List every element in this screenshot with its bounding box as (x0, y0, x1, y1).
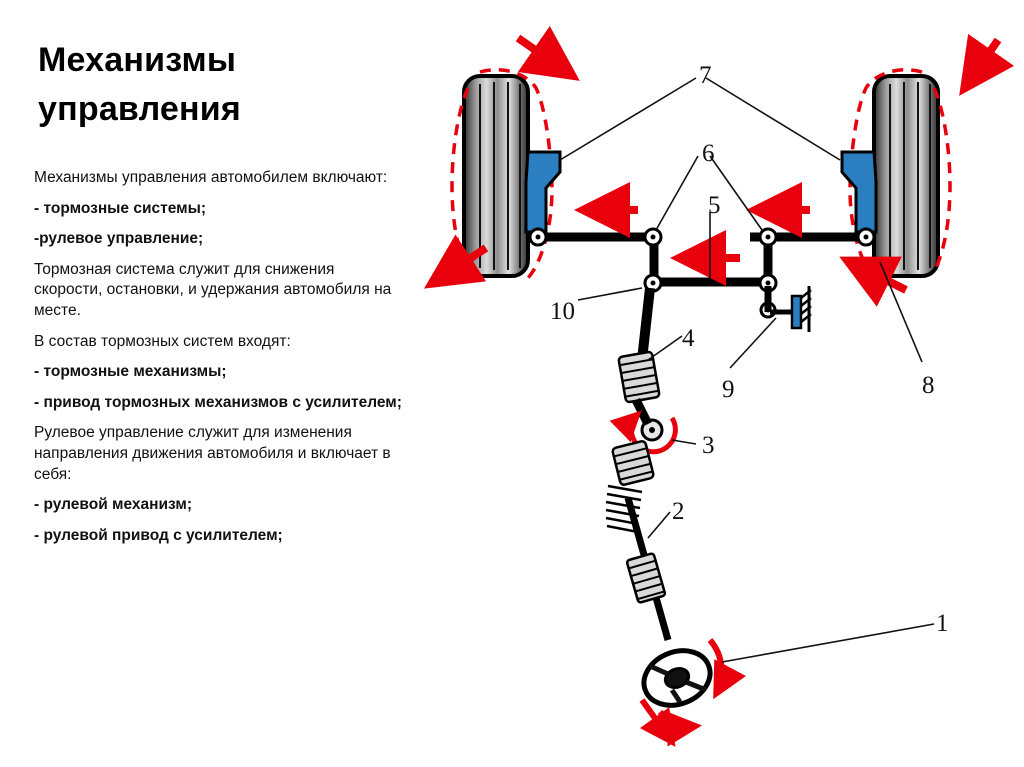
steering-gearbox (618, 351, 659, 402)
right-steering-knuckle (842, 152, 876, 232)
callout-2: 2 (672, 498, 685, 525)
callout-4: 4 (682, 325, 695, 352)
steering-gear-and-shaft (606, 288, 675, 640)
body-paragraph: Тормозная система служит для снижения скорости, остановки, и удержания автомобиля на месте. (34, 260, 392, 320)
callout-6: 6 (702, 140, 715, 167)
body-paragraph: - тормозные системы; (34, 199, 206, 217)
body-paragraph: Механизмы управления автомобилем включают: (34, 169, 388, 186)
shaft-coupling (612, 440, 654, 485)
body-paragraph: Рулевое управление служит для изменения направления движения автомобиля и включает в себя: (34, 424, 391, 483)
page-title: Механизмы управления (38, 41, 241, 129)
body-paragraph: В состав тормозных систем входят: (34, 332, 291, 350)
body-paragraph: - тормозные механизмы; (34, 363, 227, 381)
callout-8: 8 (922, 372, 935, 399)
callout-3: 3 (702, 432, 715, 459)
callout-5: 5 (708, 192, 721, 219)
body-paragraph: - рулевой привод с усилителем; (34, 526, 283, 544)
universal-joint (626, 553, 665, 603)
left-steering-knuckle (526, 152, 560, 232)
callout-1: 1 (936, 610, 949, 637)
body-paragraph: - рулевой механизм; (34, 496, 192, 514)
tie-rod-linkage (530, 229, 874, 317)
body-paragraph: -рулевое управление; (34, 230, 204, 248)
callout-10: 10 (550, 298, 575, 325)
body-text-list (34, 168, 404, 557)
callout-7: 7 (699, 62, 712, 89)
steering-system-diagram (410, 0, 1024, 767)
callout-9: 9 (722, 376, 735, 403)
body-paragraph: - привод тормозных механизмов с усилителем; (34, 393, 402, 411)
steering-wheel (636, 640, 722, 742)
